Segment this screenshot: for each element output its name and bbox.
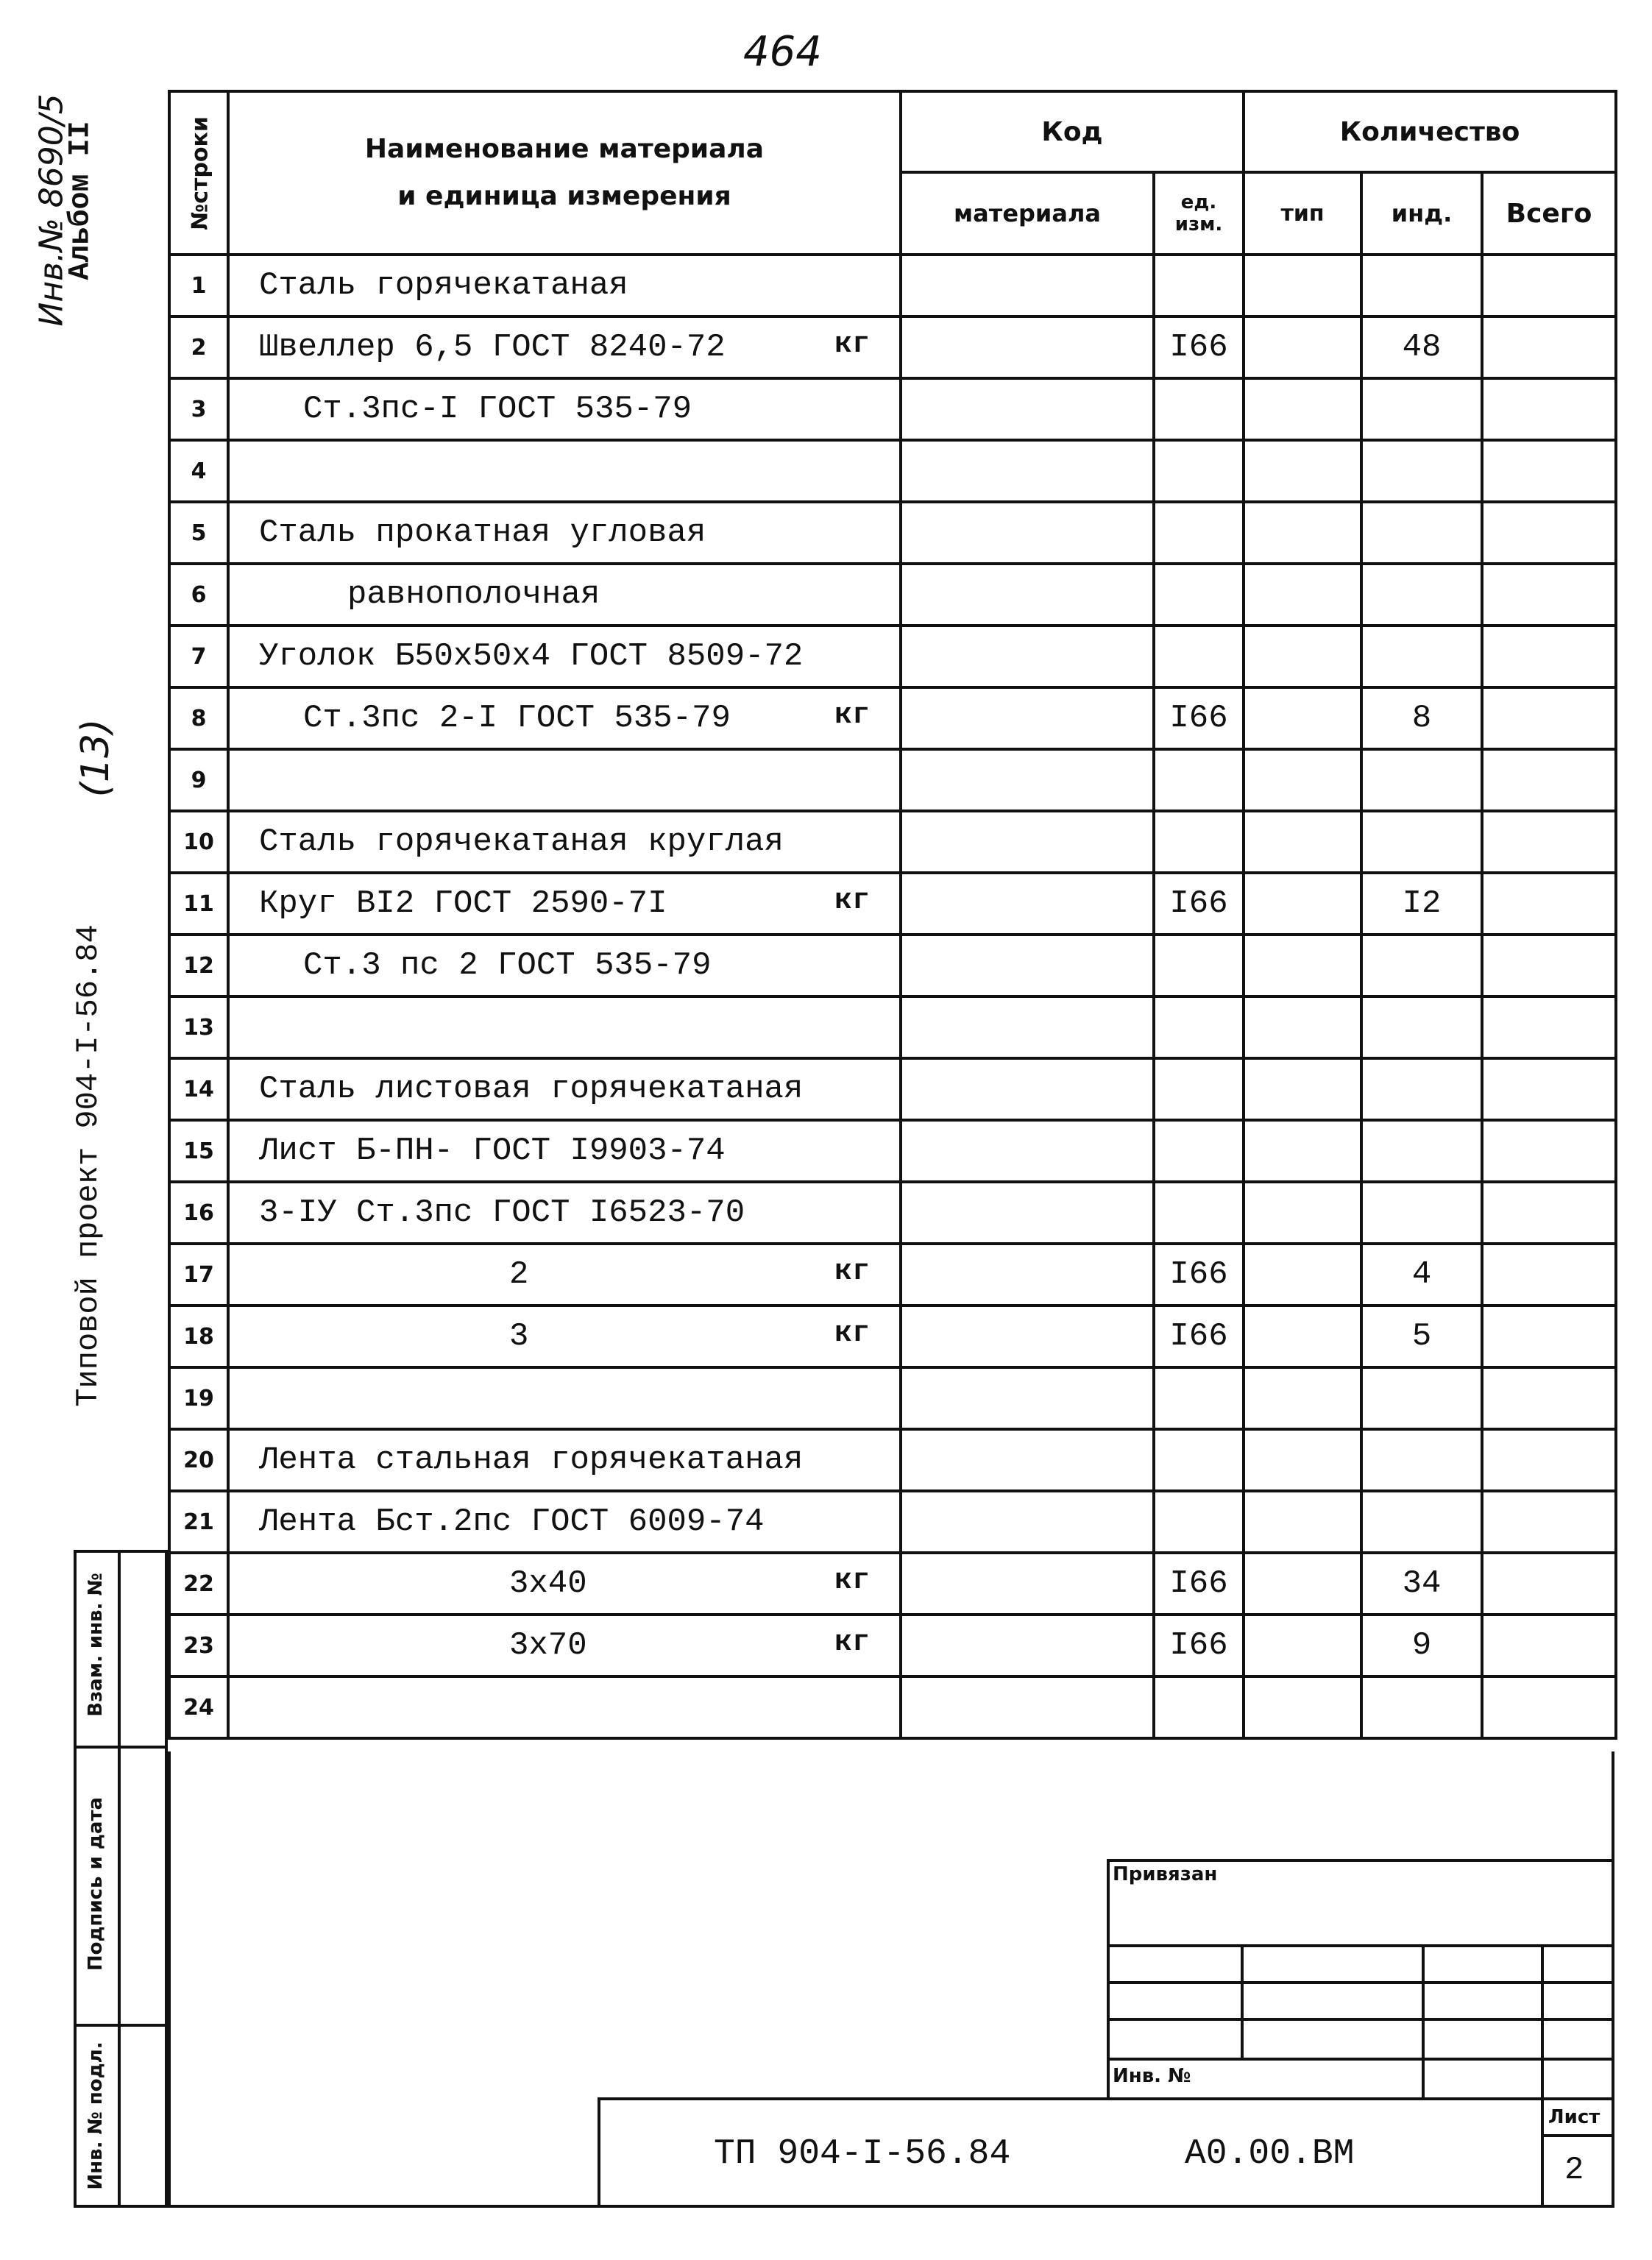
qty-ind [1361,564,1482,626]
row-number: 5 [169,502,228,564]
table-row [169,873,1616,935]
material-name [228,316,901,378]
row-number: 21 [169,1491,228,1553]
qty-ind: 4 [1361,1244,1482,1306]
grid-line [1422,1944,1425,2100]
table-row [169,316,1616,378]
qty-ind: 9 [1361,1615,1482,1676]
unit-label: кг [834,1626,870,1659]
header-name: Наименование материала и единица измерения [228,91,901,255]
material-name [228,1306,901,1367]
table-row [169,1615,1616,1676]
unit-label: кг [834,1317,870,1350]
code-material [901,255,1154,316]
qty-ind [1361,935,1482,996]
row-number: 2 [169,316,228,378]
qty-type [1244,1367,1361,1429]
material-name [228,1244,901,1306]
code-unit [1154,811,1244,873]
qty-total [1482,626,1616,687]
qty-total [1482,1429,1616,1491]
qty-type [1244,935,1361,996]
row-number: 8 [169,687,228,749]
unit-label: кг [834,328,870,361]
page-number: 464 [743,28,822,76]
grid-line [1541,2134,1614,2137]
qty-total [1482,687,1616,749]
material-name [228,996,901,1058]
qty-ind [1361,811,1482,873]
code-unit [1154,749,1244,811]
code-material [901,378,1154,440]
code-unit: I66 [1154,873,1244,935]
code-material [901,440,1154,502]
table-row [169,1182,1616,1244]
code-unit: I66 [1154,687,1244,749]
code-material [901,316,1154,378]
qty-ind [1361,626,1482,687]
table-row [169,255,1616,316]
code-unit [1154,1676,1244,1738]
qty-total [1482,378,1616,440]
code-unit [1154,996,1244,1058]
qty-ind [1361,1367,1482,1429]
row-number: 24 [169,1676,228,1738]
header-code-material: материала [901,172,1154,255]
row-number: 18 [169,1306,228,1367]
row-number: 14 [169,1058,228,1120]
table-row [169,1676,1616,1738]
row-number: 9 [169,749,228,811]
table-row [169,749,1616,811]
inv-no-label: Инв. № [1113,2065,1191,2087]
qty-total [1482,1120,1616,1182]
row-number: 12 [169,935,228,996]
stamp-divider [74,2024,168,2027]
unit-label: кг [834,699,870,732]
qty-ind [1361,1182,1482,1244]
qty-type [1244,1244,1361,1306]
qty-total [1482,873,1616,935]
qty-ind [1361,1676,1482,1738]
material-name [228,626,901,687]
material-name-text: Лента стальная горячекатаная [259,1442,804,1478]
material-name [228,1676,901,1738]
grid-line [1541,2097,1544,2208]
qty-ind: 34 [1361,1553,1482,1615]
code-unit [1154,502,1244,564]
privyazan-label: Привязан [1113,1863,1218,1885]
code-material [901,935,1154,996]
qty-type [1244,687,1361,749]
qty-type [1244,811,1361,873]
code-unit [1154,1429,1244,1491]
code-material [901,1120,1154,1182]
code-unit: I66 [1154,1615,1244,1676]
row-number: 19 [169,1367,228,1429]
code-unit: I66 [1154,1306,1244,1367]
qty-total [1482,1676,1616,1738]
row-number: 10 [169,811,228,873]
table-row [169,811,1616,873]
qty-total [1482,1615,1616,1676]
qty-type [1244,1120,1361,1182]
material-name [228,749,901,811]
table-row [169,996,1616,1058]
materials-table [168,90,1617,1740]
row-number: 7 [169,626,228,687]
code-material [901,1676,1154,1738]
qty-ind: 8 [1361,687,1482,749]
table-row [169,1058,1616,1120]
row-number: 1 [169,255,228,316]
table-row [169,1306,1616,1367]
code-unit [1154,935,1244,996]
table-row [169,1429,1616,1491]
code-material [901,502,1154,564]
material-name-text: 3х70 [509,1627,587,1664]
code-material [901,1306,1154,1367]
code-material [901,1615,1154,1676]
table-row [169,1553,1616,1615]
material-name-text: Лента Бст.2пс ГОСТ 6009-74 [259,1503,765,1540]
grid-line [1107,1981,1614,1984]
album-label: Альбом II [64,121,98,280]
header-qty-total: Всего [1482,172,1616,255]
qty-type [1244,1491,1361,1553]
sheet-number: 2 [1564,2152,1584,2189]
qty-ind [1361,378,1482,440]
code-material [901,626,1154,687]
project-label: Типовой проект 904-I-56.84 [71,924,106,1407]
qty-total [1482,1553,1616,1615]
qty-total [1482,1367,1616,1429]
code-unit: I66 [1154,316,1244,378]
row-number: 4 [169,440,228,502]
table-row [169,935,1616,996]
code-material [901,873,1154,935]
unit-label: кг [834,1565,870,1598]
code-unit [1154,626,1244,687]
row-number: 20 [169,1429,228,1491]
table-row [169,502,1616,564]
code-material [901,1367,1154,1429]
material-name [228,1429,901,1491]
material-name-text: 2 [509,1256,529,1293]
material-name [228,255,901,316]
doc-mark: А0.00.ВМ [1185,2134,1355,2174]
qty-total [1482,935,1616,996]
code-unit: I66 [1154,1553,1244,1615]
code-material [901,1058,1154,1120]
code-material [901,749,1154,811]
stamp-divider [118,1550,121,2208]
material-name-text: Уголок Б50х50х4 ГОСТ 8509-72 [259,638,804,675]
qty-ind: I2 [1361,873,1482,935]
table-row [169,1491,1616,1553]
code-unit [1154,1367,1244,1429]
table-row [169,687,1616,749]
qty-total [1482,1182,1616,1244]
qty-type [1244,440,1361,502]
doc-code: ТП 904-I-56.84 [714,2134,1011,2174]
material-name-text: Сталь горячекатаная круглая [259,823,784,860]
frame-left [168,1751,171,2208]
qty-total [1482,440,1616,502]
qty-type [1244,1058,1361,1120]
code-unit [1154,440,1244,502]
qty-type [1244,564,1361,626]
code-material [901,996,1154,1058]
qty-ind [1361,749,1482,811]
grid-line [1107,2018,1614,2021]
qty-type [1244,378,1361,440]
stamp-inv-podl: Инв. № подл. [85,2041,107,2190]
sheet-label: Лист [1548,2106,1600,2128]
material-name-text: Ст.3 пс 2 ГОСТ 535-79 [303,947,712,984]
unit-label: кг [834,1255,870,1289]
grid-line [1541,1944,1544,2100]
material-name [228,440,901,502]
header-row-no: №строки [169,91,228,255]
material-name [228,1615,901,1676]
qty-total [1482,564,1616,626]
material-name [228,1491,901,1553]
table-row [169,564,1616,626]
qty-type [1244,1182,1361,1244]
table-row [169,626,1616,687]
material-name [228,1058,901,1120]
material-name [228,687,901,749]
material-name-text: Лист Б-ПН- ГОСТ I9903-74 [259,1133,726,1169]
table-row [169,1120,1616,1182]
material-name-text: Круг BI2 ГОСТ 2590-7I [259,885,667,922]
code-material [901,1182,1154,1244]
unit-label: кг [834,885,870,918]
code-material [901,1244,1154,1306]
qty-total [1482,1306,1616,1367]
qty-ind: 5 [1361,1306,1482,1367]
qty-total [1482,811,1616,873]
qty-type [1244,255,1361,316]
code-unit [1154,564,1244,626]
stamp-vzam-inv: Взам. инв. № [85,1573,107,1717]
stamp-podpis-data: Подпись и дата [85,1796,107,1972]
code-material [901,1553,1154,1615]
qty-type [1244,873,1361,935]
material-name [228,502,901,564]
qty-type [1244,1429,1361,1491]
qty-type [1244,626,1361,687]
code-unit [1154,1120,1244,1182]
material-name-text: Швеллер 6,5 ГОСТ 8240-72 [259,329,726,366]
row-number: 3 [169,378,228,440]
material-name [228,1120,901,1182]
material-name [228,378,901,440]
qty-total [1482,255,1616,316]
qty-type [1244,749,1361,811]
qty-ind [1361,1058,1482,1120]
qty-ind [1361,996,1482,1058]
row-number: 6 [169,564,228,626]
code-unit [1154,255,1244,316]
qty-ind [1361,1429,1482,1491]
code-material [901,1429,1154,1491]
qty-total [1482,996,1616,1058]
material-name-text: Сталь горячекатаная [259,267,628,304]
material-name [228,564,901,626]
qty-total [1482,1491,1616,1553]
row-number: 17 [169,1244,228,1306]
grid-line [1107,2058,1614,2061]
material-name-text: Ст.3пс-I ГОСТ 535-79 [303,391,692,428]
grid-line [1107,1944,1614,1947]
qty-type [1244,1615,1361,1676]
table-row [169,1367,1616,1429]
row-number: 15 [169,1120,228,1182]
material-name [228,1367,901,1429]
qty-ind: 48 [1361,316,1482,378]
qty-total [1482,749,1616,811]
row-number: 11 [169,873,228,935]
header-qty-type: тип [1244,172,1361,255]
row-number: 16 [169,1182,228,1244]
qty-ind [1361,1491,1482,1553]
code-material [901,564,1154,626]
qty-type [1244,316,1361,378]
row-number: 22 [169,1553,228,1615]
table-row [169,1244,1616,1306]
table-row [169,378,1616,440]
material-name [228,1553,901,1615]
qty-type [1244,502,1361,564]
code-unit [1154,1058,1244,1120]
code-unit [1154,1491,1244,1553]
inventory-note: Инв.№ 8690/5 [32,93,71,327]
qty-total [1482,502,1616,564]
qty-total [1482,1058,1616,1120]
qty-ind [1361,502,1482,564]
header-code: Код [901,91,1244,172]
header-quantity: Количество [1244,91,1616,172]
qty-ind [1361,440,1482,502]
code-material [901,1491,1154,1553]
row-number: 13 [169,996,228,1058]
code-material [901,811,1154,873]
qty-type [1244,1306,1361,1367]
material-name-text: Сталь листовая горячекатаная [259,1071,804,1108]
qty-total [1482,1244,1616,1306]
material-name-text: Сталь прокатная угловая [259,514,706,551]
grid-line [1241,1944,1244,2058]
qty-ind [1361,1120,1482,1182]
code-unit [1154,1182,1244,1244]
qty-type [1244,996,1361,1058]
code-unit [1154,378,1244,440]
privyazan-block [1107,1859,1614,2100]
material-name-text: 3 [509,1318,529,1355]
material-name-text: 3-IУ Ст.3пс ГОСТ I6523-70 [259,1194,745,1231]
qty-type [1244,1676,1361,1738]
material-name-text: 3х40 [509,1565,587,1602]
qty-ind [1361,255,1482,316]
sheet-in-brackets: (13) [74,718,118,798]
qty-total [1482,316,1616,378]
material-name [228,873,901,935]
material-name [228,811,901,873]
row-number: 23 [169,1615,228,1676]
header-code-unit: ед. изм. [1154,172,1244,255]
material-name-text: равнополочная [347,576,600,613]
header-qty-ind: инд. [1361,172,1482,255]
material-name [228,935,901,996]
qty-type [1244,1553,1361,1615]
material-name-text: Ст.3пс 2-I ГОСТ 535-79 [303,700,731,737]
code-unit: I66 [1154,1244,1244,1306]
table-row [169,440,1616,502]
code-material [901,687,1154,749]
material-name [228,1182,901,1244]
